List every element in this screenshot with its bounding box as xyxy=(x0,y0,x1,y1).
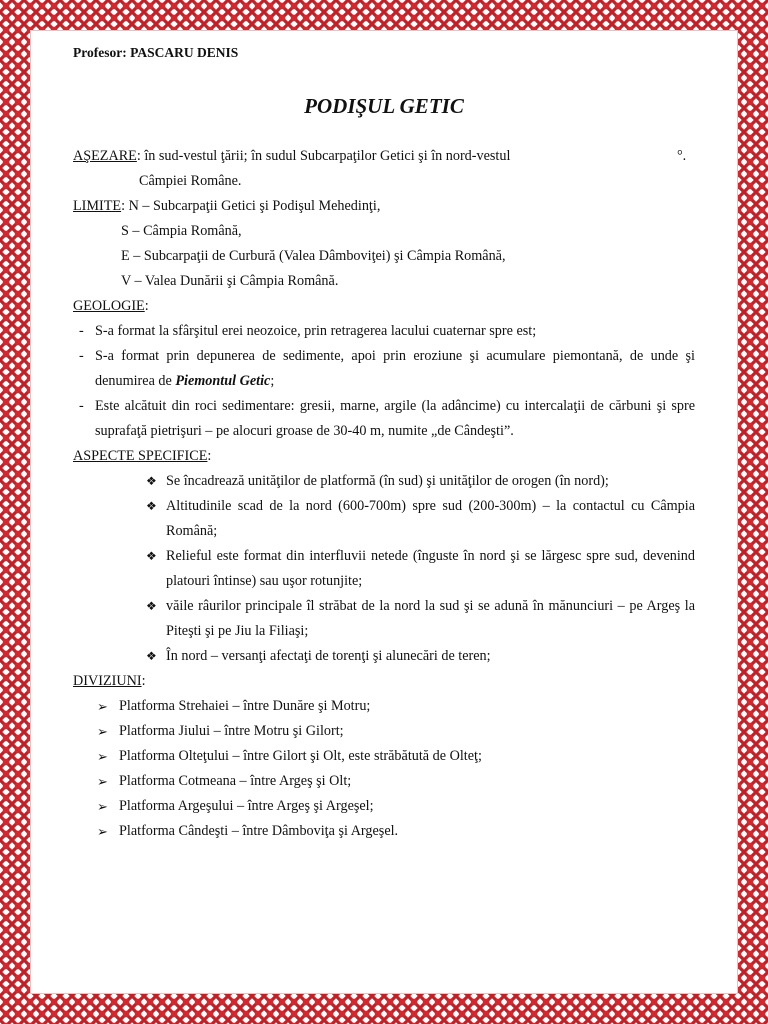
list-item-text: Platforma Cândeşti – între Dâmboviţa şi Argeşel. xyxy=(119,823,399,839)
list-item xyxy=(73,794,695,819)
diviziuni-label: DIVIZIUNI xyxy=(73,673,142,689)
asezare-text: : în sud-vestul ţării; în sudul Subcarpaţilor Getici şi în nord-vestul xyxy=(136,148,511,164)
list-item-text: În nord – versanţi afectaţi de torenţi şi alunecări de teren; xyxy=(166,648,491,664)
geologie-label: GEOLOGIE xyxy=(73,298,145,314)
list-item-text: Platforma Jiului – între Motru şi Gilort; xyxy=(119,723,344,739)
geologie-heading xyxy=(73,294,695,319)
list-item xyxy=(73,819,695,844)
list-item xyxy=(73,344,695,394)
arrow-bullet-icon: ➢ xyxy=(97,824,108,839)
list-item-end: ; xyxy=(270,373,275,389)
limite-n: : N – Subcarpaţii Getici şi Podişul Mehedinţi, xyxy=(121,198,381,214)
diamond-bullet-icon: ❖ xyxy=(146,549,157,563)
aspecte-label: ASPECTE SPECIFICE xyxy=(73,448,208,464)
geologie-colon: : xyxy=(144,298,149,314)
asezare-continuation: Câmpiei Române. xyxy=(139,173,242,189)
list-item-text: S-a format prin depunerea de sedimente, apoi prin eroziune şi acumulare piemontană, de unde şi denumirea de xyxy=(95,348,695,389)
diviziuni-heading xyxy=(73,669,695,694)
list-item xyxy=(73,694,695,719)
diamond-bullet-icon: ❖ xyxy=(146,499,157,513)
geologie-list xyxy=(73,319,695,444)
list-item xyxy=(73,769,695,794)
limite-e: E – Subcarpaţii de Curbură (Valea Dâmboviţei) şi Câmpia Română, xyxy=(121,248,506,264)
author-line: Profesor: PASCARU DENIS xyxy=(73,45,239,60)
diamond-bullet-icon: ❖ xyxy=(146,649,157,663)
aspecte-list xyxy=(73,469,695,669)
list-item-text: Platforma Strehaiei – între Dunăre şi Motru; xyxy=(119,698,371,714)
arrow-bullet-icon: ➢ xyxy=(97,749,108,764)
limite-s: S – Câmpia Română, xyxy=(121,223,242,239)
list-item: - S-a format la sfârşitul erei neozoice, prin retragerea lacului cuaternar spre est; xyxy=(73,319,695,344)
limite-v: V – Valea Dunării şi Câmpia Română. xyxy=(121,273,339,289)
document-body xyxy=(73,40,695,844)
arrow-bullet-icon: ➢ xyxy=(97,774,108,789)
list-item xyxy=(73,469,695,494)
list-item-text: Platforma Cotmeana – între Argeş şi Olt; xyxy=(119,773,352,789)
limite-line xyxy=(73,194,695,219)
list-item xyxy=(73,719,695,744)
diamond-bullet-icon: ❖ xyxy=(146,474,157,488)
aspecte-colon: : xyxy=(207,448,212,464)
piemontul-getic-term: Piemontul Getic xyxy=(175,373,271,389)
list-item-text: văile râurilor principale îl străbat de la nord la sud şi se adună în mănunciuri – pe Argeş la Piteşti şi pe Jiu la Filiaşi; xyxy=(166,598,695,639)
list-item xyxy=(73,594,695,644)
asezare-stray: °. xyxy=(677,148,687,164)
arrow-bullet-icon: ➢ xyxy=(97,699,108,714)
diviziuni-colon: : xyxy=(141,673,146,689)
list-item xyxy=(73,544,695,594)
list-item: - Este alcătuit din roci sedimentare: gresii, marne, argile (la adâncime) cu intercalaţii de cărbuni şi spre suprafaţă pietrişuri – pe alocuri groase de 30-40 m, numite „de Cândeşti”. xyxy=(73,394,695,444)
list-item xyxy=(73,644,695,669)
limite-label: LIMITE xyxy=(73,198,122,214)
list-item xyxy=(73,744,695,769)
asezare-line xyxy=(73,144,695,169)
aspecte-heading xyxy=(73,444,695,469)
arrow-bullet-icon: ➢ xyxy=(97,724,108,739)
diviziuni-list xyxy=(73,694,695,844)
page-title: PODIŞUL GETIC xyxy=(304,94,464,118)
asezare-label: AŞEZARE xyxy=(73,148,137,164)
list-item-text: Platforma Argeşului – între Argeş şi Argeşel; xyxy=(119,798,374,814)
diamond-bullet-icon: ❖ xyxy=(146,599,157,613)
list-item-text: Relieful este format din interfluvii netede (înguste în nord şi se lărgesc spre sud, devenind platouri întinse) sau uşor rotunjite; xyxy=(166,548,695,589)
list-item-text: Se încadrează unităţilor de platformă (în sud) şi unităţilor de orogen (în nord); xyxy=(166,473,609,489)
list-item-text: Platforma Olteţului – între Gilort şi Olt, este străbătută de Olteţ; xyxy=(119,748,482,764)
arrow-bullet-icon: ➢ xyxy=(97,799,108,814)
list-item xyxy=(73,494,695,544)
list-item-text: Altitudinile scad de la nord (600-700m) spre sud (200-300m) – la contactul cu Câmpia Română; xyxy=(166,498,695,539)
